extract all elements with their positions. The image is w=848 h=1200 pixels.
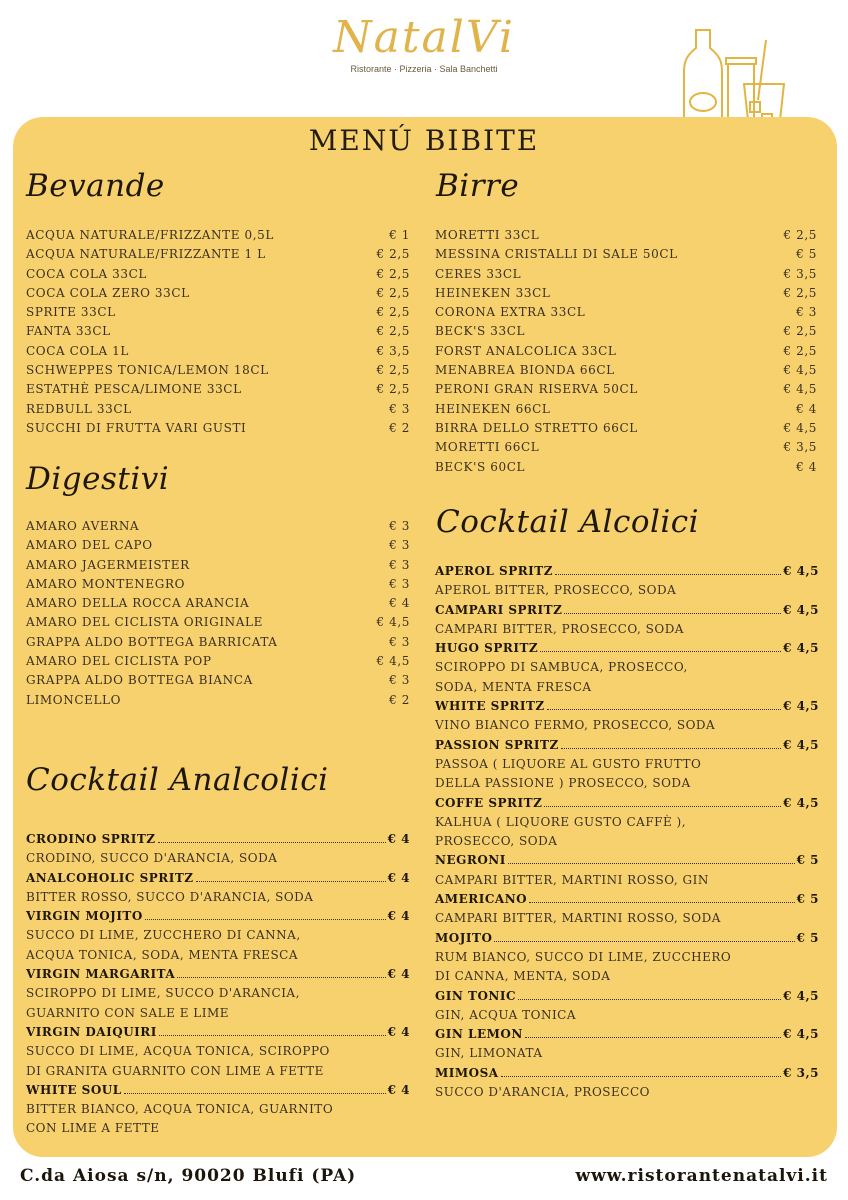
dotted-leader — [529, 902, 795, 903]
cocktail-price: € 5 — [796, 853, 819, 868]
dotted-leader — [159, 1035, 386, 1036]
cocktail-name: MOJITO — [435, 930, 493, 945]
cocktail-price: € 4 — [387, 832, 410, 846]
birre-item — [435, 245, 817, 264]
cocktail-price: € 4 — [387, 870, 410, 885]
cocktail-name: NEGRONI — [435, 853, 506, 868]
bevande-item — [26, 303, 410, 322]
item-price: € 3 — [389, 673, 410, 688]
footer-address: C.da Aiosa s/n, 90020 Blufi (PA) — [20, 1166, 357, 1186]
cocktail-heading — [26, 830, 410, 849]
item-price: € 2,5 — [783, 343, 817, 358]
birre-item — [435, 438, 817, 457]
digestivi-item — [26, 691, 410, 710]
item-price: € 2,5 — [376, 382, 410, 397]
cocktail-description: GIN, ACQUA TONICA — [435, 1007, 577, 1022]
item-price: € 4 — [389, 596, 410, 611]
cocktail-description: DELLA PASSIONE ) PROSECCO, SODA — [435, 776, 691, 791]
footer-website[interactable]: www.ristorantenatalvi.it — [575, 1166, 828, 1186]
item-name: SCHWEPPES TONICA/LEMON 18CL — [26, 363, 269, 378]
dotted-leader — [177, 977, 385, 978]
analcolici-list — [26, 830, 410, 1139]
item-name: MORETTI 66CL — [435, 440, 540, 455]
cocktail-price: € 4,5 — [783, 564, 819, 578]
bevande-item — [26, 400, 410, 419]
cocktail-description: APEROL BITTER, PROSECCO, SODA — [435, 583, 677, 598]
cocktail-price: € 4,5 — [783, 641, 819, 656]
item-name: COCA COLA ZERO 33CL — [26, 285, 190, 300]
item-price: € 3 — [389, 401, 410, 416]
section-title-digestivi: Digestivi — [26, 461, 170, 497]
cocktail-price: € 4 — [387, 1082, 410, 1097]
item-price: € 3 — [389, 519, 410, 533]
cocktail-heading — [435, 601, 819, 620]
item-name: AMARO MONTENEGRO — [26, 576, 186, 591]
cocktail-price: € 4,5 — [783, 602, 819, 617]
item-name: ACQUA NATURALE/FRIZZANTE 1 L — [26, 247, 266, 262]
cocktail-description: DI GRANITA GUARNITO CON LIME A FETTE — [26, 1063, 324, 1078]
cocktail-description: KALHUA ( LIQUORE GUSTO CAFFÈ ), — [435, 814, 687, 829]
alcolici-list — [435, 562, 819, 1102]
brand-name: NatalVi — [333, 12, 515, 63]
cocktail-name: CRODINO SPRITZ — [26, 832, 156, 846]
item-name: AMARO DEL CICLISTA ORIGINALE — [26, 615, 263, 630]
cocktail-heading — [435, 639, 819, 658]
digestivi-item — [26, 613, 410, 632]
item-price: € 5 — [796, 247, 817, 262]
birre-item — [435, 226, 817, 245]
cocktail-heading — [435, 736, 819, 755]
cocktail-name: PASSION SPRITZ — [435, 737, 559, 752]
bevande-item — [26, 419, 410, 438]
cocktail-name: VIRGIN MOJITO — [26, 909, 143, 924]
cocktail-name: VIRGIN DAIQUIRI — [26, 1024, 157, 1039]
item-name: PERONI GRAN RISERVA 50CL — [435, 382, 638, 397]
cocktail-description: BITTER ROSSO, SUCCO D'ARANCIA, SODA — [26, 889, 314, 904]
item-price: € 2,5 — [783, 285, 817, 300]
cocktail-name: HUGO SPRITZ — [435, 641, 539, 656]
cocktail-name: ANALCOHOLIC SPRITZ — [26, 870, 194, 885]
item-name: GRAPPA ALDO BOTTEGA BARRICATA — [26, 634, 278, 649]
section-title-birre: Birre — [436, 168, 520, 204]
cocktail-heading — [435, 1064, 819, 1083]
bevande-item — [26, 322, 410, 341]
digestivi-list — [26, 517, 410, 710]
cocktail-name: CAMPARI SPRITZ — [435, 602, 563, 617]
cocktail-description: CRODINO, SUCCO D'ARANCIA, SODA — [26, 851, 278, 866]
cocktail-name: COFFE SPRITZ — [435, 795, 543, 810]
bevande-item — [26, 342, 410, 361]
dotted-leader — [564, 613, 781, 614]
cocktail-price: € 4,5 — [783, 737, 819, 752]
item-price: € 2,5 — [783, 324, 817, 339]
cocktail-heading — [26, 1023, 410, 1042]
item-name: COCA COLA 1L — [26, 343, 129, 358]
digestivi-item — [26, 594, 410, 613]
item-name: MORETTI 33CL — [435, 228, 540, 242]
item-name: SUCCHI DI FRUTTA VARI GUSTI — [26, 420, 247, 435]
item-name: GRAPPA ALDO BOTTEGA BIANCA — [26, 673, 253, 688]
cocktail-name: GIN LEMON — [435, 1027, 523, 1042]
birre-item — [435, 361, 817, 380]
cocktail-heading — [435, 890, 819, 909]
item-name: BIRRA DELLO STRETTO 66CL — [435, 420, 638, 435]
dotted-leader — [124, 1093, 386, 1094]
cocktail-price: € 4 — [387, 967, 410, 982]
item-name: CERES 33CL — [435, 266, 522, 281]
cocktail-description: PROSECCO, SODA — [435, 834, 558, 849]
cocktail-description: GIN, LIMONATA — [435, 1046, 543, 1061]
dotted-leader — [518, 999, 781, 1000]
birre-item — [435, 322, 817, 341]
birre-item — [435, 303, 817, 322]
dotted-leader — [561, 748, 781, 749]
cocktail-description: CAMPARI BITTER, MARTINI ROSSO, GIN — [435, 872, 709, 887]
item-name: REDBULL 33CL — [26, 401, 132, 416]
item-price: € 4 — [796, 459, 817, 474]
cocktail-description: CAMPARI BITTER, MARTINI ROSSO, SODA — [435, 911, 721, 926]
bevande-list — [26, 226, 410, 438]
cocktail-description: CAMPARI BITTER, PROSECCO, SODA — [435, 621, 684, 636]
item-name: BECK'S 33CL — [435, 324, 526, 339]
item-price: € 3 — [796, 305, 817, 320]
dotted-leader — [196, 881, 386, 882]
birre-item — [435, 419, 817, 438]
item-name: SPRITE 33CL — [26, 305, 116, 320]
dotted-leader — [508, 863, 795, 864]
item-price: € 4,5 — [783, 382, 817, 397]
item-name: LIMONCELLO — [26, 692, 122, 707]
item-name: MESSINA CRISTALLI DI SALE 50CL — [435, 247, 678, 262]
item-name: FANTA 33CL — [26, 324, 111, 339]
item-price: € 3,5 — [376, 343, 410, 358]
item-name: AMARO DEL CICLISTA POP — [26, 654, 212, 669]
dotted-leader — [501, 1076, 781, 1077]
cocktail-description: SCIROPPO DI LIME, SUCCO D'ARANCIA, — [26, 986, 300, 1001]
cocktail-name: WHITE SPRITZ — [435, 699, 545, 714]
cocktail-description: VINO BIANCO FERMO, PROSECCO, SODA — [435, 718, 716, 733]
cocktail-heading — [435, 929, 819, 948]
birre-item — [435, 380, 817, 399]
birre-list — [435, 226, 817, 477]
item-price: € 4,5 — [376, 615, 410, 630]
menu-title: MENÚ BIBITE — [308, 124, 540, 157]
cocktail-name: GIN TONIC — [435, 988, 517, 1003]
item-price: € 3,5 — [783, 266, 817, 281]
bevande-item — [26, 380, 410, 399]
cocktail-price: € 4,5 — [783, 699, 819, 714]
item-name: AMARO AVERNA — [26, 519, 140, 533]
item-price: € 2,5 — [376, 324, 410, 339]
item-name: AMARO DEL CAPO — [26, 538, 153, 553]
cocktail-price: € 4 — [387, 1024, 410, 1039]
item-price: € 3 — [389, 538, 410, 553]
dotted-leader — [145, 919, 386, 920]
item-name: AMARO JAGERMEISTER — [26, 557, 190, 572]
cocktail-heading — [435, 562, 819, 581]
item-price: € 4,5 — [783, 363, 817, 378]
cocktail-description: SUCCO DI LIME, ACQUA TONICA, SCIROPPO — [26, 1044, 330, 1059]
item-name: CORONA EXTRA 33CL — [435, 305, 586, 320]
bevande-item — [26, 265, 410, 284]
item-price: € 3,5 — [783, 440, 817, 455]
item-price: € 4,5 — [376, 654, 410, 669]
cocktail-heading — [435, 1025, 819, 1044]
cocktail-price: € 4,5 — [783, 988, 819, 1003]
birre-item — [435, 342, 817, 361]
cocktail-description: SODA, MENTA FRESCA — [435, 679, 592, 694]
cocktail-heading — [26, 1081, 410, 1100]
cocktail-description: SUCCO DI LIME, ZUCCHERO DI CANNA, — [26, 928, 301, 943]
cocktail-heading — [435, 697, 819, 716]
cocktail-heading — [26, 869, 410, 888]
item-price: € 2 — [389, 420, 410, 435]
cocktail-description: DI CANNA, MENTA, SODA — [435, 969, 611, 984]
digestivi-item — [26, 652, 410, 671]
cocktail-price: € 5 — [796, 930, 819, 945]
birre-item — [435, 400, 817, 419]
cocktail-description: BITTER BIANCO, ACQUA TONICA, GUARNITO — [26, 1102, 334, 1117]
cocktail-heading — [435, 851, 819, 870]
item-name: HEINEKEN 33CL — [435, 285, 551, 300]
dotted-leader — [158, 842, 386, 843]
item-name: ACQUA NATURALE/FRIZZANTE 0,5L — [26, 228, 274, 242]
cocktail-price: € 4,5 — [783, 795, 819, 810]
cocktail-name: WHITE SOUL — [26, 1082, 122, 1097]
brand-tagline: Ristorante · Pizzeria · Sala Banchetti — [350, 64, 498, 74]
item-name: AMARO DELLA ROCCA ARANCIA — [26, 596, 250, 611]
cocktail-name: AMERICANO — [435, 892, 528, 907]
cocktail-heading — [435, 987, 819, 1006]
item-price: € 2,5 — [376, 285, 410, 300]
item-name: HEINEKEN 66CL — [435, 401, 551, 416]
item-name: ESTATHÈ PESCA/LIMONE 33CL — [26, 382, 242, 397]
item-price: € 1 — [389, 228, 410, 242]
cocktail-description: SCIROPPO DI SAMBUCA, PROSECCO, — [435, 660, 688, 675]
birre-item — [435, 265, 817, 284]
item-price: € 2,5 — [783, 228, 817, 242]
cocktail-name: VIRGIN MARGARITA — [26, 967, 176, 982]
item-name: BECK'S 60CL — [435, 459, 526, 474]
item-price: € 4 — [796, 401, 817, 416]
digestivi-item — [26, 517, 410, 536]
item-name: MENABREA BIONDA 66CL — [435, 363, 615, 378]
bevande-item — [26, 361, 410, 380]
item-price: € 2,5 — [376, 247, 410, 262]
digestivi-item — [26, 671, 410, 690]
item-price: € 2 — [389, 692, 410, 707]
item-price: € 2,5 — [376, 305, 410, 320]
cocktail-description: CON LIME A FETTE — [26, 1121, 160, 1136]
bevande-item — [26, 284, 410, 303]
item-name: FORST ANALCOLICA 33CL — [435, 343, 617, 358]
digestivi-item — [26, 536, 410, 555]
item-price: € 2,5 — [376, 266, 410, 281]
section-title-bevande: Bevande — [26, 168, 165, 204]
cocktail-description: PASSOA ( LIQUORE AL GUSTO FRUTTO — [435, 756, 702, 771]
item-price: € 3 — [389, 557, 410, 572]
birre-item — [435, 458, 817, 477]
cocktail-name: APEROL SPRITZ — [435, 564, 553, 578]
birre-item — [435, 284, 817, 303]
cocktail-name: MIMOSA — [435, 1065, 499, 1080]
bevande-item — [26, 226, 410, 245]
cocktail-heading — [26, 907, 410, 926]
item-price: € 3 — [389, 634, 410, 649]
dotted-leader — [540, 651, 781, 652]
section-title-analcolici: Cocktail Analcolici — [26, 762, 329, 798]
cocktail-description: SUCCO D'ARANCIA, PROSECCO — [435, 1085, 650, 1100]
cocktail-description: RUM BIANCO, SUCCO DI LIME, ZUCCHERO — [435, 949, 732, 964]
item-name: COCA COLA 33CL — [26, 266, 147, 281]
digestivi-item — [26, 556, 410, 575]
item-price: € 4,5 — [783, 420, 817, 435]
digestivi-item — [26, 575, 410, 594]
dotted-leader — [555, 574, 781, 575]
digestivi-item — [26, 633, 410, 652]
cocktail-heading — [435, 794, 819, 813]
cocktail-price: € 4,5 — [783, 1027, 819, 1042]
cocktail-price: € 3,5 — [783, 1065, 819, 1080]
dotted-leader — [547, 709, 781, 710]
dotted-leader — [525, 1037, 781, 1038]
section-title-alcolici: Cocktail Alcolici — [436, 504, 700, 540]
bevande-item — [26, 245, 410, 264]
item-price: € 2,5 — [376, 363, 410, 378]
dotted-leader — [544, 806, 781, 807]
cocktail-description: ACQUA TONICA, SODA, MENTA FRESCA — [26, 947, 299, 962]
cocktail-heading — [26, 965, 410, 984]
cocktail-description: GUARNITO CON SALE E LIME — [26, 1005, 230, 1020]
cocktail-price: € 5 — [796, 892, 819, 907]
item-price: € 3 — [389, 576, 410, 591]
cocktail-price: € 4 — [387, 909, 410, 924]
dotted-leader — [494, 941, 794, 942]
